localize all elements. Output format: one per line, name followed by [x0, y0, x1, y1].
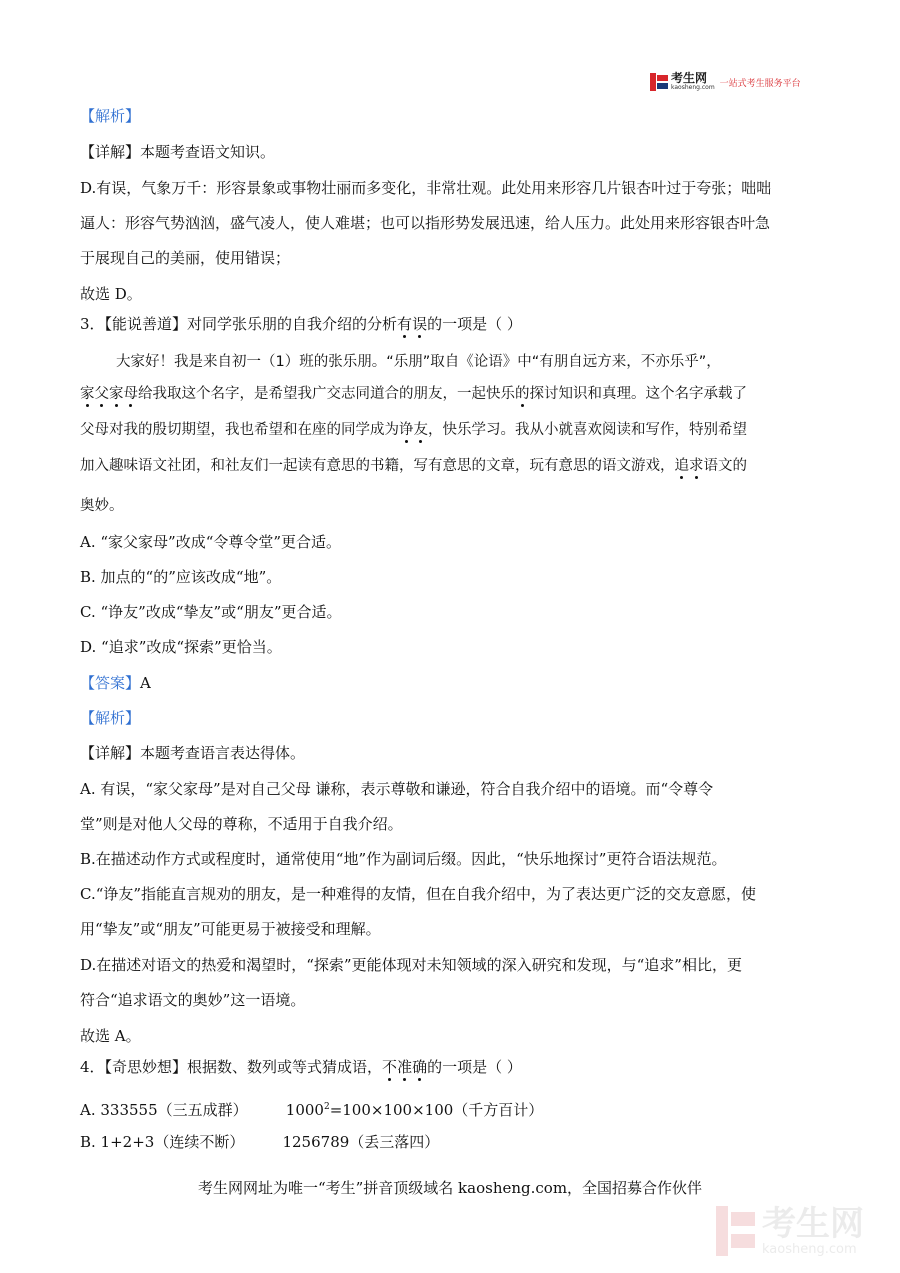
explain-line: B.在描述动作方式或程度时，通常使用“地”作为副词后缀。因此，“快乐地探讨”更符合语法规范。	[80, 850, 727, 868]
answer-choice: 故选 D。	[80, 285, 142, 303]
explain-line: D.有误，气象万千：形容景象或事物壮丽而多变化，非常壮观。此处用来形容几片银杏叶过于夸张；咄咄	[80, 179, 772, 197]
passage-line: 加入趣味语文社团，和社友们一起读有意思的书籍，写有意思的文章，玩有意思的语文游戏，追求语文的	[80, 458, 747, 474]
logo-name: 考生网	[671, 71, 708, 85]
explain-line: 符合“追求语文的奥妙”这一语境。	[80, 991, 306, 1009]
emphasis-dot-char: 不	[382, 1058, 398, 1076]
watermark-name: 考生网	[762, 1203, 864, 1244]
question-stem: 4．【奇思妙想】根据数、数列或等式猜成语，不准确的一项是（ ）	[80, 1058, 522, 1076]
emphasis-dot-char: 的	[515, 386, 530, 402]
emphasis-dot-char: 母	[123, 386, 138, 402]
watermark-logo-icon	[716, 1206, 756, 1256]
option-d: D. “追求”改成“探索”更恰当。	[80, 638, 282, 656]
q4-option-b: B. 1+2+3（连续不断） 1256789（丢三落四）	[80, 1133, 440, 1151]
analysis-tag: 【解析】	[80, 709, 141, 727]
option-a: A. “家父家母”改成“令尊令堂”更合适。	[80, 533, 342, 551]
emphasis-dot-char: 家	[80, 386, 95, 402]
logo-domain: kaosheng.com	[671, 84, 715, 91]
analysis-tag: 【解析】	[80, 107, 141, 125]
q4-option-a: A. 333555（三五成群） $1000^2=100\times 100\times 100$（千方百计）	[80, 1101, 544, 1119]
answer-value: A	[140, 674, 151, 692]
emphasis-dot-char: 准	[397, 1058, 413, 1076]
emphasis-dot-char: 父	[94, 386, 109, 402]
explain-line: 逼人：形容气势汹汹，盛气凌人，使人难堪；也可以指形势发展迅速，给人压力。此处用来形容银杏叶急	[80, 214, 771, 232]
question-stem: 3．【能说善道】对同学张乐朋的自我介绍的分析有误的一项是（ ）	[80, 315, 522, 333]
footer-text: 考生网网址为唯一“考生”拼音顶级域名 kaosheng.com，全国招募合作伙伴	[197, 1179, 703, 1197]
explain-line: A. 有误，“家父家母”是对自己父母 谦称，表示尊敬和谦逊，符合自我介绍中的语境。而“令尊令	[80, 780, 714, 798]
watermark-domain: kaosheng.com	[762, 1241, 857, 1257]
answer-line	[80, 673, 151, 693]
emphasis-dot-char: 家	[109, 386, 124, 402]
watermark	[716, 1203, 864, 1257]
passage-line: 大家好！我是来自初一（1）班的张乐朋。“乐朋”取自《论语》中“有朋自远方来，不亦乐乎”，	[116, 354, 721, 370]
explain-line: D.在描述对语文的热爱和渴望时，“探索”更能体现对未知领域的深入研究和发现，与“追求”相比，更	[80, 956, 742, 974]
emphasis-dot-char: 有	[397, 315, 413, 333]
option-b: B. 加点的“的”应该改成“地”。	[80, 568, 282, 586]
emphasis-dot-char: 误	[412, 315, 428, 333]
logo-tagline: 一站式考生服务平台	[719, 79, 801, 89]
answer-choice: 故选 A。	[80, 1027, 141, 1045]
passage-line: 家父家母给我取这个名字，是希望我广交志同道合的朋友，一起快乐的探讨知识和真理。这个名字承载了	[80, 386, 747, 402]
option-c: C. “诤友”改成“挚友”或“朋友”更合适。	[80, 603, 342, 621]
logo-mark-icon	[650, 73, 668, 91]
emphasis-dot-char: 友	[413, 422, 428, 438]
detail-line: 【详解】本题考查语文知识。	[80, 143, 276, 161]
explain-line: 于展现自己的美丽，使用错误；	[80, 249, 291, 267]
emphasis-dot-char: 确	[412, 1058, 428, 1076]
explain-line: 堂”则是对他人父母的尊称，不适用于自我介绍。	[80, 815, 403, 833]
passage-line: 父母对我的殷切期望，我也希望和在座的同学成为诤友，快乐学习。我从小就喜欢阅读和写作，特别希望	[80, 422, 747, 438]
passage-line: 奥妙。	[80, 498, 124, 514]
emphasis-dot-char: 追	[674, 458, 689, 474]
detail-line: 【详解】本题考查语言表达得体。	[80, 744, 306, 762]
explain-line: C.“诤友”指能直言规劝的朋友，是一种难得的友情，但在自我介绍中，为了表达更广泛的交友意愿，使	[80, 885, 757, 903]
answer-tag: 【答案】	[80, 674, 141, 692]
emphasis-dot-char: 诤	[399, 422, 414, 438]
header-logo	[650, 72, 801, 91]
emphasis-dot-char: 求	[689, 458, 704, 474]
explain-line: 用“挚友”或“朋友”可能更易于被接受和理解。	[80, 920, 381, 938]
